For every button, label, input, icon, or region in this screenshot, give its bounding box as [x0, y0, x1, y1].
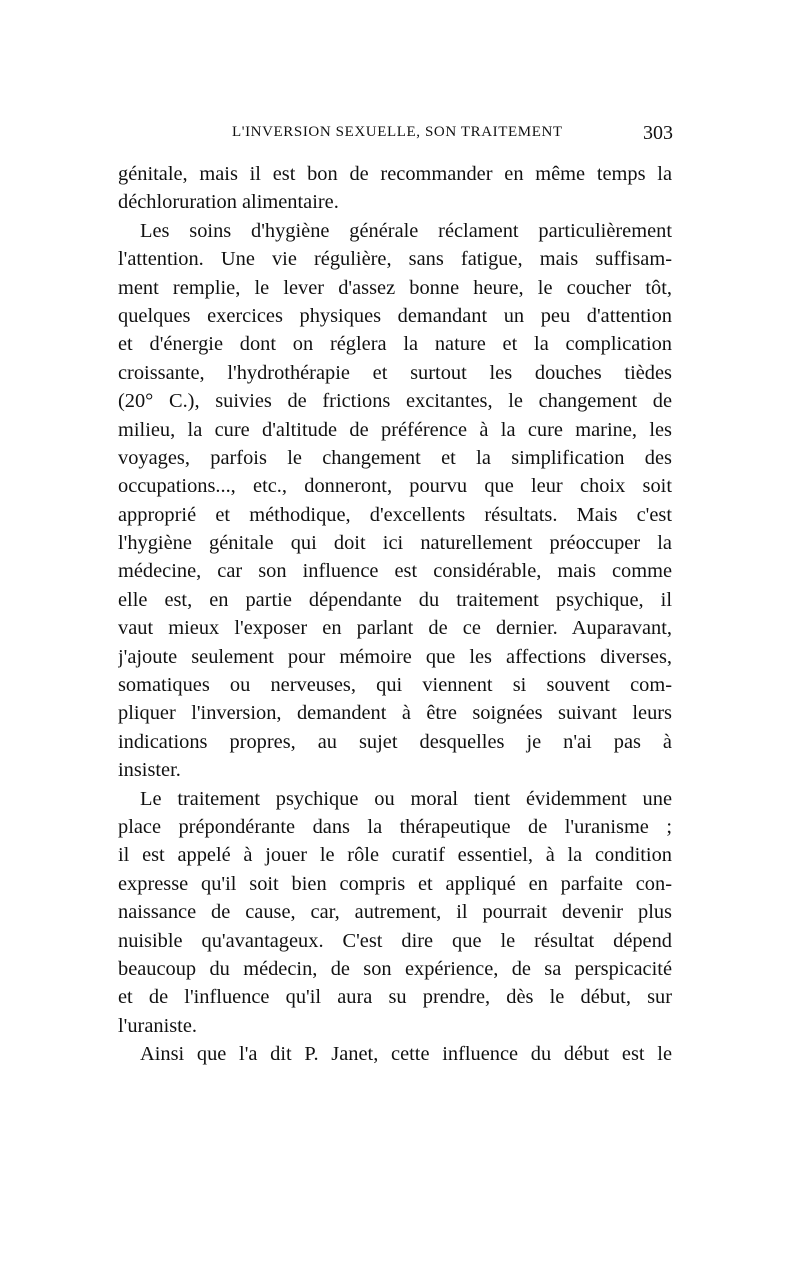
text-line: ment remplie, le lever d'assez bonne heure, le coucher tôt, — [118, 276, 672, 299]
text-line: Ainsi que l'a dit P. Janet, cette influence du début est le — [140, 1043, 672, 1066]
text-line: beaucoup du médecin, de son expérience, de sa perspicacité — [118, 957, 672, 980]
text-line: l'hygiène génitale qui doit ici naturellement préoccuper la — [118, 532, 672, 555]
text-line: expresse qu'il soit bien compris et appliqué en parfaite con- — [118, 872, 672, 895]
text-line: approprié et méthodique, d'excellents résultats. Mais c'est — [118, 503, 672, 526]
body-text — [118, 160, 672, 1069]
paragraph-1 — [118, 160, 672, 217]
text-line: médecine, car son influence est considérable, mais comme — [118, 560, 672, 583]
text-line: Les soins d'hygiène générale réclament particulièrement — [140, 219, 672, 242]
text-line: (20° C.), suivies de frictions excitantes, le changement de — [118, 390, 672, 413]
running-title: L'INVERSION SEXUELLE, SON TRAITEMENT — [232, 124, 563, 140]
text-line: Le traitement psychique ou moral tient évidemment une — [140, 787, 672, 810]
text-line: voyages, parfois le changement et la simplification des — [118, 446, 672, 469]
text-line: naissance de cause, car, autrement, il pourrait devenir plus — [118, 901, 672, 924]
text-line: l'attention. Une vie régulière, sans fatigue, mais suffisam- — [118, 248, 672, 271]
text-line: indications propres, au sujet desquelles je n'ai pas à — [118, 730, 672, 753]
text-line: somatiques ou nerveuses, qui viennent si souvent com- — [118, 674, 672, 697]
text-line: vaut mieux l'exposer en parlant de ce dernier. Auparavant, — [118, 617, 672, 640]
text-line: l'uraniste. — [118, 1014, 197, 1037]
text-line: elle est, en partie dépendante du traitement psychique, il — [118, 588, 672, 611]
text-line: occupations..., etc., donneront, pourvu que leur choix soit — [118, 475, 672, 498]
text-line: pliquer l'inversion, demandent à être soignées suivant leurs — [118, 702, 672, 725]
text-line: et d'énergie dont on réglera la nature et la complication — [118, 333, 672, 356]
text-line: génitale, mais il est bon de recommander en même temps la — [118, 163, 672, 185]
paragraph-2 — [118, 217, 672, 785]
page-header — [232, 122, 673, 150]
text-line: milieu, la cure d'altitude de préférence à la cure marine, les — [118, 418, 672, 441]
text-line: et de l'influence qu'il aura su prendre, dès le début, sur — [118, 986, 672, 1009]
text-line: j'ajoute seulement pour mémoire que les affections diverses, — [118, 645, 672, 668]
paragraph-4 — [118, 1040, 672, 1068]
text-line: déchloruration alimentaire. — [118, 191, 339, 214]
text-line: place prépondérante dans la thérapeutique de l'uranisme ; — [118, 815, 672, 838]
text-line: il est appelé à jouer le rôle curatif essentiel, à la condition — [118, 844, 672, 867]
text-line: quelques exercices physiques demandant un peu d'attention — [118, 304, 672, 327]
text-line: insister. — [118, 759, 181, 782]
text-line: nuisible qu'avantageux. C'est dire que le résultat dépend — [118, 929, 672, 952]
text-line: croissante, l'hydrothérapie et surtout les douches tièdes — [118, 361, 672, 384]
paragraph-3 — [118, 785, 672, 1041]
page-number: 303 — [643, 122, 673, 144]
